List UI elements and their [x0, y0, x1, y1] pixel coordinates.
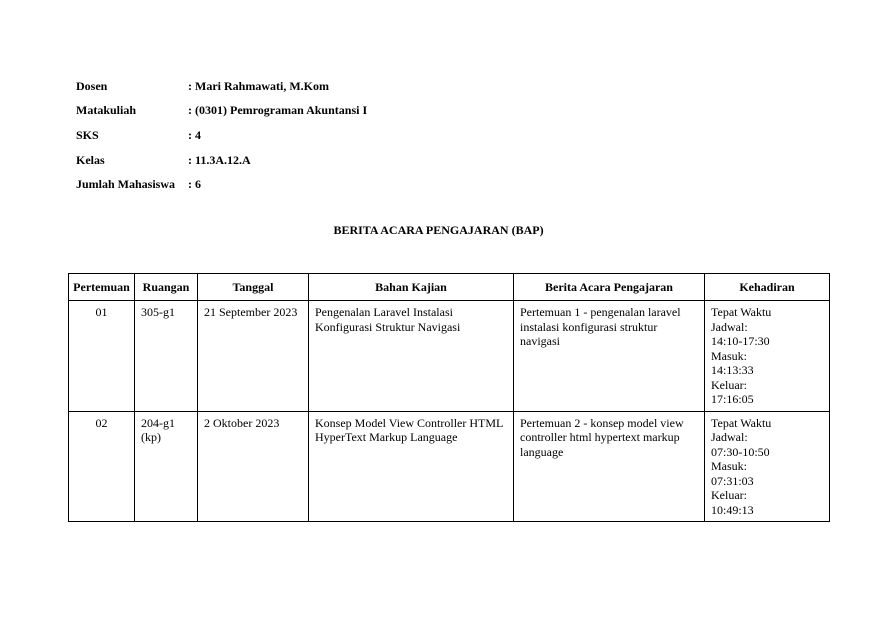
- cell-kehadiran: [705, 301, 830, 412]
- info-value: : 11.3A.12.A: [188, 152, 251, 167]
- cell-bahan-kajian: Pengenalan Laravel Instalasi Konfigurasi Struktur Navigasi: [309, 301, 514, 412]
- info-value: : 4: [188, 127, 201, 142]
- info-label: Kelas: [76, 152, 105, 167]
- cell-bahan-kajian: Konsep Model View Controller HTML HyperText Markup Language: [309, 411, 514, 522]
- info-label: Matakuliah: [76, 103, 137, 118]
- attendance-out-time: 17:16:05: [711, 392, 754, 406]
- cell-tanggal: 21 September 2023: [198, 301, 309, 412]
- info-row-jumlah-mahasiswa: [76, 172, 367, 197]
- column-header-bahan-kajian: Bahan Kajian: [309, 274, 514, 301]
- attendance-schedule: 14:10-17:30: [711, 334, 770, 348]
- cell-ruangan: 204-g1 (kp): [135, 411, 198, 522]
- info-label: SKS: [76, 127, 99, 142]
- attendance-in-time: 07:31:03: [711, 473, 754, 488]
- attendance-in-label: Masuk:: [711, 348, 747, 363]
- attendance-schedule: 07:30-10:50: [711, 444, 770, 459]
- info-label: Jumlah Mahasiswa: [76, 177, 176, 192]
- attendance-schedule-label: Jadwal:: [711, 430, 748, 444]
- info-row-sks: [76, 123, 367, 148]
- table-row: [69, 411, 830, 522]
- info-row-kelas: [76, 148, 367, 173]
- info-row-matakuliah: [76, 99, 367, 124]
- attendance-in-label: Masuk:: [711, 459, 747, 473]
- cell-berita-acara: Pertemuan 2 - konsep model view controller html hypertext markup language: [514, 411, 705, 522]
- info-value: : (0301) Pemrograman Akuntansi I: [188, 103, 368, 118]
- cell-ruangan: 305-g1: [135, 301, 198, 412]
- cell-pertemuan: 02: [69, 411, 135, 522]
- column-header-tanggal: Tanggal: [198, 274, 309, 301]
- column-header-kehadiran: Kehadiran: [705, 274, 830, 301]
- attendance-status: Tepat Waktu: [711, 305, 772, 319]
- attendance-out-time: 10:49:13: [711, 502, 754, 517]
- info-value: : 6: [188, 177, 201, 192]
- cell-berita-acara: Pertemuan 1 - pengenalan laravel instalasi konfigurasi struktur navigasi: [514, 301, 705, 412]
- bap-table: [68, 273, 830, 522]
- course-info: [76, 74, 367, 197]
- attendance-out-label: Keluar:: [711, 488, 747, 502]
- cell-kehadiran: [705, 411, 830, 522]
- info-row-dosen: [76, 74, 367, 99]
- cell-tanggal: 2 Oktober 2023: [198, 411, 309, 522]
- attendance-in-time: 14:13:33: [711, 363, 754, 377]
- attendance-out-label: Keluar:: [711, 377, 747, 392]
- page-title: BERITA ACARA PENGAJARAN (BAP): [333, 223, 544, 237]
- table-row: [69, 301, 830, 412]
- cell-pertemuan: 01: [69, 301, 135, 412]
- column-header-ruangan: Ruangan: [135, 274, 198, 301]
- attendance-schedule-label: Jadwal:: [711, 319, 748, 334]
- column-header-pertemuan: Pertemuan: [69, 274, 135, 301]
- table-header-row: [69, 274, 830, 301]
- column-header-berita-acara: Berita Acara Pengajaran: [514, 274, 705, 301]
- attendance-status: Tepat Waktu: [711, 415, 772, 430]
- info-value: : Mari Rahmawati, M.Kom: [188, 78, 329, 93]
- info-label: Dosen: [76, 78, 108, 93]
